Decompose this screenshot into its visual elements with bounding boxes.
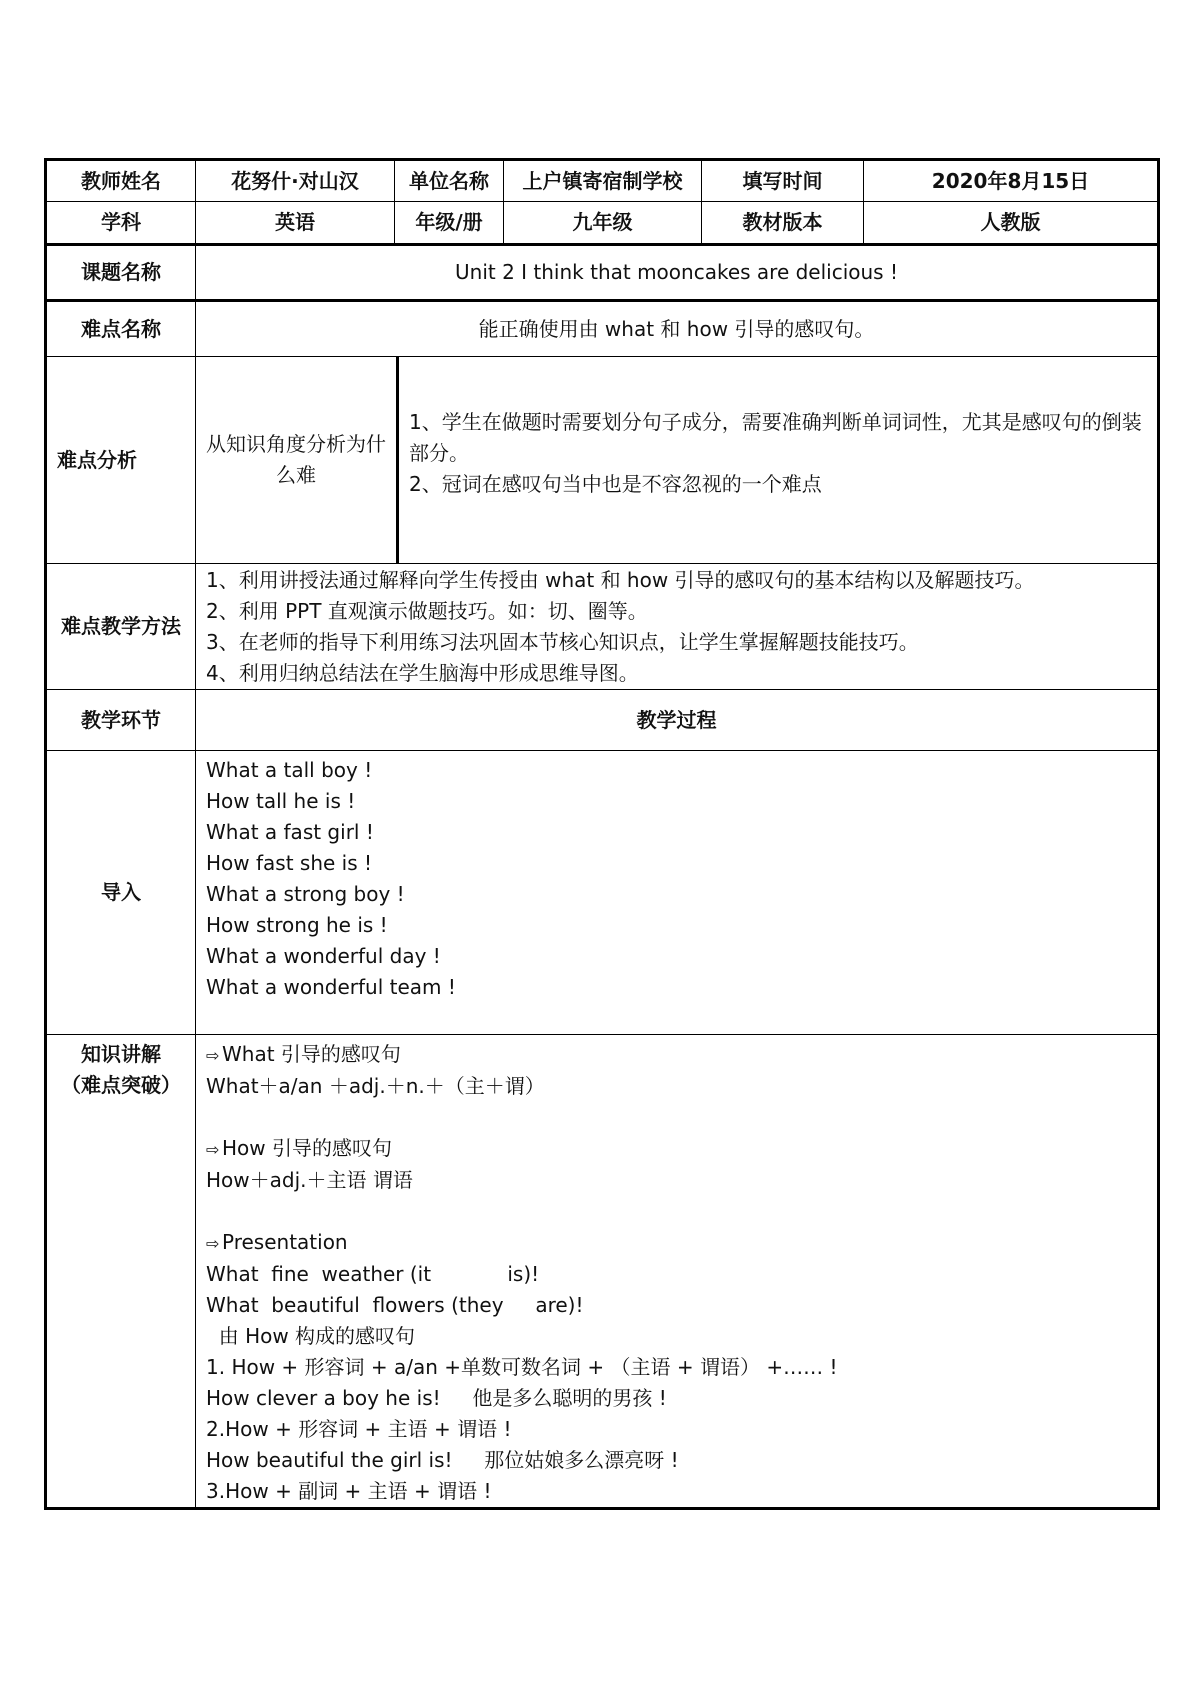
knowledge-line-text: What fine weather (it is)! [206,1262,540,1286]
knowledge-label [46,1035,196,1509]
knowledge-content [196,1035,1159,1509]
fill-date-label: 填写时间 [702,160,864,202]
knowledge-line [206,1414,1147,1445]
methods-line-2: 2、利用 PPT 直观演示做题技巧。如：切、圈等。 [206,598,648,623]
arrow-right-icon: ⇨ [206,1140,220,1159]
knowledge-line-text: What 引导的感叹句 [222,1042,401,1066]
analysis-cell [196,357,1159,564]
knowledge-line [206,1071,1147,1102]
topic-value: Unit 2 I think that mooncakes are delicious ! [196,245,1159,301]
intro-line: What a tall boy ! [206,758,373,782]
analysis-line-1: 1、学生在做题时需要划分句子成分，需要准确判断单词词性，尤其是感叹句的倒装部分。 [409,410,1142,465]
intro-line: How strong he is ! [206,913,388,937]
knowledge-line [206,1259,1147,1290]
knowledge-line-text: How 引导的感叹句 [222,1136,392,1160]
knowledge-line [206,1290,1147,1321]
knowledge-line [206,1476,1147,1507]
methods-line-1: 1、利用讲授法通过解释向学生传授由 what 和 how 引导的感叹句的基本结构以及解题技巧。 [206,567,1035,592]
topic-label: 课题名称 [46,245,196,301]
knowledge-line-text: Presentation [222,1230,348,1254]
difficulty-value: 能正确使用由 what 和 how 引导的感叹句。 [196,301,1159,357]
knowledge-lines [196,1035,1157,1507]
analysis-content [399,357,1157,563]
subject-value: 英语 [196,202,395,245]
teacher-name-value: 花努什·对山汉 [196,160,395,202]
knowledge-label-line-1: 知识讲解 [81,1042,161,1066]
analysis-sub-label: 从知识角度分析为什么难 [196,357,399,563]
knowledge-line [206,1133,1147,1165]
process-header-value: 教学过程 [196,690,1159,751]
analysis-label: 难点分析 [46,357,196,564]
knowledge-line-text: What beautiful flowers (they are)! [206,1293,584,1317]
grade-value: 九年级 [504,202,702,245]
unit-name-value: 上户镇寄宿制学校 [504,160,702,202]
teacher-name-label: 教师姓名 [46,160,196,202]
lesson-plan-table [44,158,1160,1510]
knowledge-line [206,1352,1147,1383]
intro-line: How tall he is ! [206,789,356,813]
knowledge-line [206,1165,1147,1196]
intro-line: What a strong boy ! [206,882,405,906]
analysis-line-2: 2、冠词在感叹句当中也是不容忽视的一个难点 [409,472,822,496]
knowledge-label-line-2: （难点突破） [61,1073,181,1097]
knowledge-line [206,1102,1147,1133]
edition-label: 教材版本 [702,202,864,245]
intro-line: What a fast girl ! [206,820,374,844]
edition-value: 人教版 [864,202,1159,245]
knowledge-line [206,1039,1147,1071]
knowledge-line [206,1445,1147,1476]
knowledge-line-text: How＋adj.＋主语 谓语 [206,1168,413,1192]
process-stage-label: 教学环节 [46,690,196,751]
knowledge-line-text: 2.How + 形容词 + 主语 + 谓语 ! [206,1417,512,1441]
knowledge-line-text: How clever a boy he is! 他是多么聪明的男孩 ! [206,1386,667,1410]
knowledge-line-text [206,1199,212,1223]
knowledge-line-text: 由 How 构成的感叹句 [206,1324,416,1348]
knowledge-line-text: 1. How + 形容词 + a/an +单数可数名词 + （主语 + 谓语） +…… ! [206,1355,838,1379]
methods-line-4: 4、利用归纳总结法在学生脑海中形成思维导图。 [206,660,639,685]
knowledge-line-text: How beautiful the girl is! 那位姑娘多么漂亮呀 ! [206,1448,679,1472]
knowledge-line-text: 3.How + 副词 + 主语 + 谓语 ! [206,1479,492,1503]
methods-line-3: 3、在老师的指导下利用练习法巩固本节核心知识点，让学生掌握解题技能技巧。 [206,629,919,654]
intro-line: How fast she is ! [206,851,373,875]
intro-label: 导入 [46,751,196,1035]
unit-name-label: 单位名称 [395,160,504,202]
methods-content [196,564,1159,690]
methods-label: 难点教学方法 [46,564,196,690]
grade-label: 年级/册 [395,202,504,245]
knowledge-line-text: What＋a/an ＋adj.＋n.＋（主＋谓） [206,1074,545,1098]
intro-line: What a wonderful team ! [206,975,456,999]
knowledge-line [206,1383,1147,1414]
fill-date-value: 2020年8月15日 [864,160,1159,202]
knowledge-line-text [206,1105,212,1129]
subject-label: 学科 [46,202,196,245]
intro-line: What a wonderful day ! [206,944,441,968]
knowledge-line [206,1196,1147,1227]
arrow-right-icon: ⇨ [206,1046,220,1065]
arrow-right-icon: ⇨ [206,1234,220,1253]
knowledge-line [206,1227,1147,1259]
difficulty-label: 难点名称 [46,301,196,357]
knowledge-line [206,1321,1147,1352]
intro-content [196,751,1159,1035]
